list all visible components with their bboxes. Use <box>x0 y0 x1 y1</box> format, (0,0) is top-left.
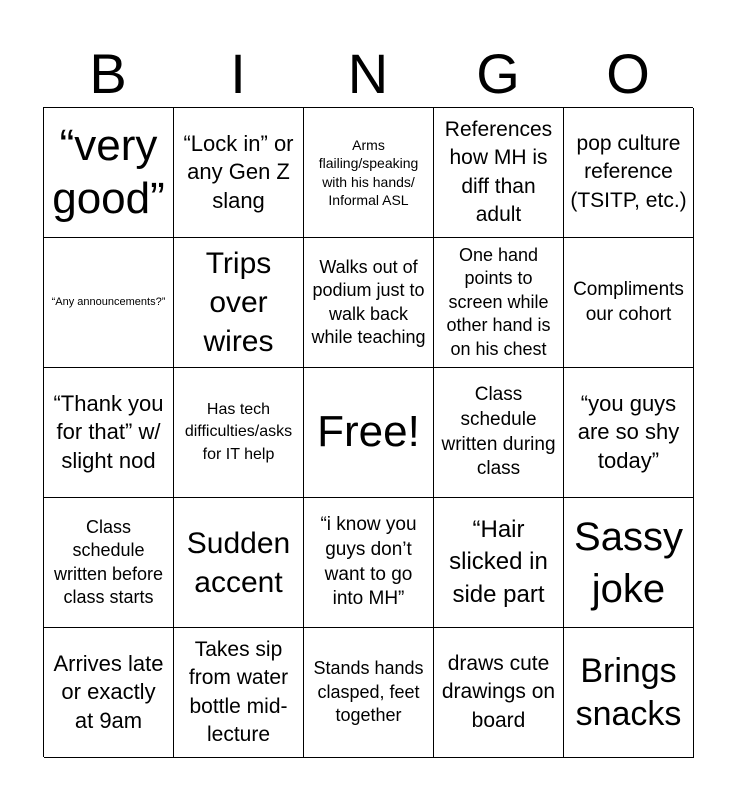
bingo-cell[interactable]: Arrives late or exactly at 9am <box>44 628 174 758</box>
bingo-cell[interactable]: Walks out of podium just to walk back while teaching <box>304 238 434 368</box>
header-letter-g: G <box>476 42 520 105</box>
bingo-cell[interactable]: Trips over wires <box>174 238 304 368</box>
bingo-cell[interactable]: “very good” <box>44 108 174 238</box>
bingo-header <box>43 40 693 108</box>
bingo-cell[interactable]: “Thank you for that” w/ slight nod <box>44 368 174 498</box>
bingo-cell[interactable]: draws cute drawings on board <box>434 628 564 758</box>
bingo-cell[interactable]: Brings snacks <box>564 628 694 758</box>
header-letter-o: O <box>606 42 650 105</box>
bingo-cell[interactable]: “you guys are so shy today” <box>564 368 694 498</box>
header-letter-n: N <box>347 42 389 105</box>
bingo-cell[interactable]: Arms flailing/speaking with his hands/ Informal ASL <box>304 108 434 238</box>
bingo-cell[interactable]: pop culture reference (TSITP, etc.) <box>564 108 694 238</box>
bingo-cell[interactable]: Has tech difficulties/asks for IT help <box>174 368 304 498</box>
header-letter-i: I <box>230 42 246 105</box>
header-letter-b: B <box>89 42 127 105</box>
bingo-cell[interactable]: Compliments our cohort <box>564 238 694 368</box>
bingo-cell[interactable]: “Any announcements?” <box>44 238 174 368</box>
bingo-cell[interactable]: “Lock in” or any Gen Z slang <box>174 108 304 238</box>
bingo-cell[interactable]: “Hair slicked in side part <box>434 498 564 628</box>
bingo-cell[interactable]: Class schedule written before class starts <box>44 498 174 628</box>
bingo-cell[interactable]: Sassy joke <box>564 498 694 628</box>
bingo-cell[interactable]: Takes sip from water bottle mid-lecture <box>174 628 304 758</box>
bingo-cell[interactable]: Stands hands clasped, feet together <box>304 628 434 758</box>
bingo-board <box>43 107 693 757</box>
bingo-cell[interactable]: Sudden accent <box>174 498 304 628</box>
free-space[interactable]: Free! <box>304 368 434 498</box>
bingo-cell[interactable]: “i know you guys don’t want to go into MH” <box>304 498 434 628</box>
bingo-cell[interactable]: References how MH is diff than adult <box>434 108 564 238</box>
bingo-cell[interactable]: Class schedule written during class <box>434 368 564 498</box>
bingo-cell[interactable]: One hand points to screen while other hand is on his chest <box>434 238 564 368</box>
